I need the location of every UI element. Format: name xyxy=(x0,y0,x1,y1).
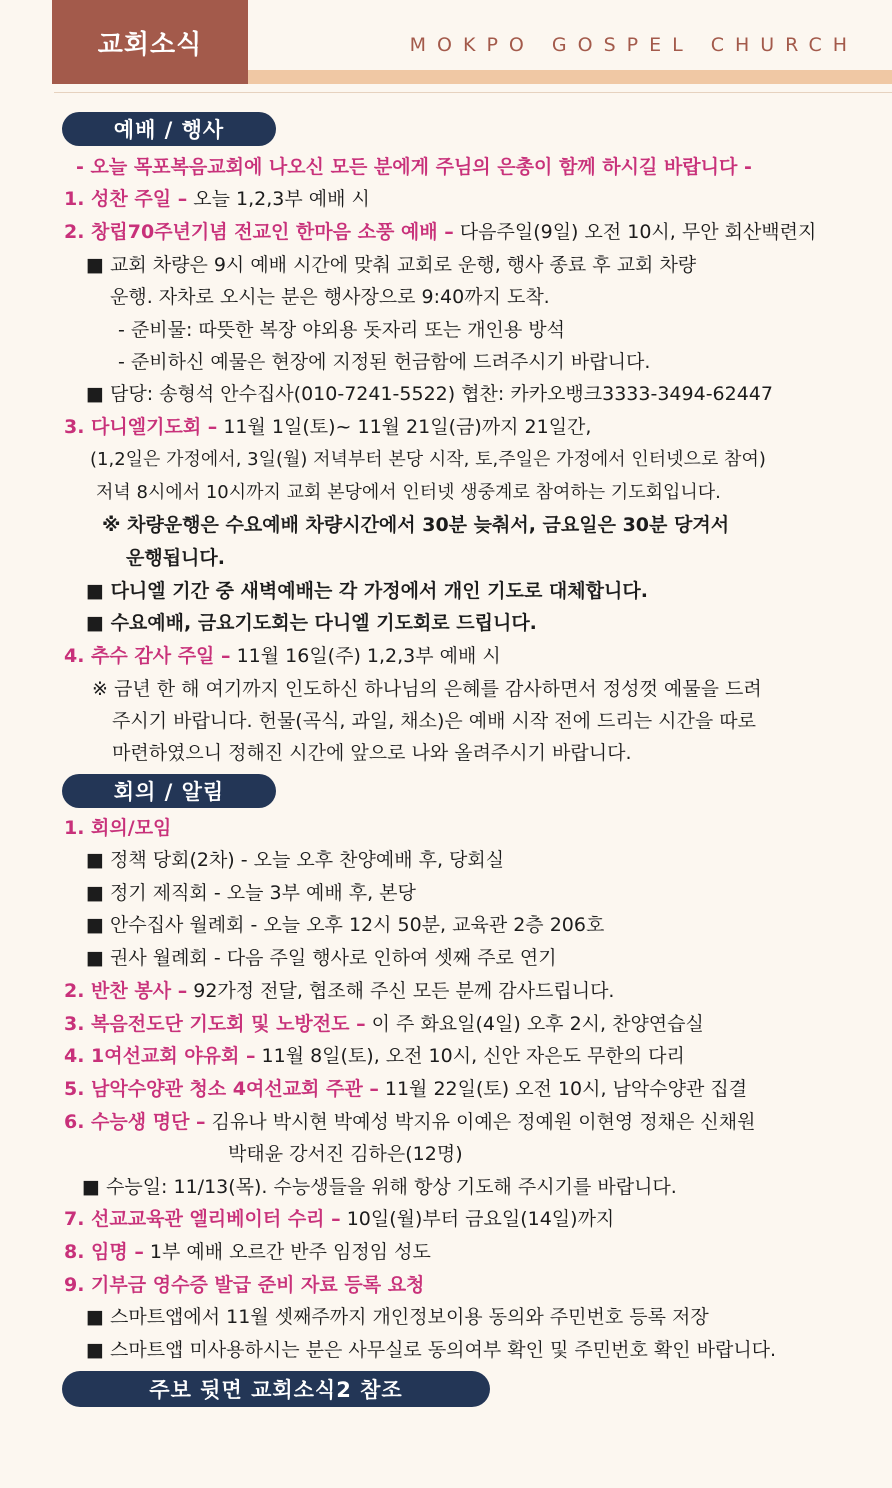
item-text: 11월 22일(토) 오전 10시, 남악수양관 집결 xyxy=(378,1078,748,1100)
notice-item-9: 9. 기부금 영수증 발급 준비 자료 등록 요청 xyxy=(64,1274,425,1296)
notice-item-1: 1. 회의/모임 xyxy=(64,817,172,839)
item-text: 92가정 전달, 협조해 주신 모든 분께 감사드립니다. xyxy=(187,980,615,1002)
worship-item-3-bullet-1: ■ 다니엘 기간 중 새벽예배는 각 가정에서 개인 기도로 대체합니다. xyxy=(86,580,648,602)
header-accent-bar xyxy=(248,70,892,84)
notice-item-8 xyxy=(64,1239,431,1265)
footer-banner-text: 주보 뒷면 교회소식2 참조 xyxy=(149,1378,403,1402)
notice-item-2 xyxy=(64,978,614,1004)
notice-item-3 xyxy=(64,1011,704,1037)
worship-item-3-line-3: 저녁 8시에서 10시까지 교회 본당에서 인터넷 생중계로 참여하는 기도회입니다. xyxy=(96,482,721,503)
notice-item-6-cont: 박태윤 강서진 김하은(12명) xyxy=(228,1143,463,1165)
header-divider xyxy=(54,92,892,93)
notice-item-4 xyxy=(64,1043,685,1069)
section-title-worship xyxy=(62,112,276,146)
worship-item-3-bullet-2: ■ 수요예배, 금요기도회는 다니엘 기도회로 드립니다. xyxy=(86,612,537,634)
worship-item-1 xyxy=(64,186,370,212)
item-text: 이 주 화요일(4일) 오후 2시, 찬양연습실 xyxy=(365,1013,704,1035)
item-text: 김유나 박시현 박예성 박지유 이예은 정예원 이현영 정채은 신채원 xyxy=(205,1111,756,1133)
worship-item-4-note-cont-1: 주시기 바랍니다. 헌물(곡식, 과일, 채소)은 예배 시작 전에 드리는 시간을 따로 xyxy=(112,710,756,732)
worship-item-2-sub-2: - 준비하신 예물은 현장에 지정된 헌금함에 드려주시기 바랍니다. xyxy=(118,351,651,373)
worship-item-2 xyxy=(64,219,816,245)
notice-item-1-bullet-4: ■ 권사 월례회 - 다음 주일 행사로 인하여 셋째 주로 연기 xyxy=(86,947,557,969)
worship-item-4 xyxy=(64,643,501,669)
section-title-text: 예배 / 행사 xyxy=(113,118,225,142)
item-text: 11월 8일(토), 오전 10시, 신안 자은도 무한의 다리 xyxy=(255,1045,685,1067)
worship-item-3-note: ※ 차량운행은 수요예배 차량시간에서 30분 늦춰서, 금요일은 30분 당겨서 xyxy=(102,514,730,536)
item-title: 5. 남악수양관 청소 4여선교회 주관 – xyxy=(64,1078,379,1100)
header-tab-label: 교회소식 xyxy=(97,29,203,60)
item-title: 6. 수능생 명단 – xyxy=(64,1111,206,1133)
worship-item-4-note-cont-2: 마련하였으니 정해진 시간에 앞으로 나와 올려주시기 바랍니다. xyxy=(112,742,632,764)
section-title-text: 회의 / 알림 xyxy=(113,780,225,804)
header-church-name: MOKPO GOSPEL CHURCH xyxy=(409,34,858,56)
greeting-text: - 오늘 목포복음교회에 나오신 모든 분에게 주님의 은총이 함께 하시길 바랍니다 - xyxy=(76,156,752,178)
notice-item-1-bullet-2: ■ 정기 제직회 - 오늘 3부 예배 후, 본당 xyxy=(86,882,416,904)
notice-item-9-bullet-1: ■ 스마트앱에서 11월 셋째주까지 개인정보이용 동의와 주민번호 등록 저장 xyxy=(86,1306,709,1328)
notice-item-1-bullet-1: ■ 정책 당회(2차) - 오늘 오후 찬양예배 후, 당회실 xyxy=(86,849,505,871)
item-title: 4. 1여선교회 야유회 – xyxy=(64,1045,256,1067)
section-title-meetings xyxy=(62,774,276,808)
notice-item-5 xyxy=(64,1076,747,1102)
worship-item-2-bullet-2: ■ 담당: 송형석 안수집사(010-7241-5522) 협찬: 카카오뱅크3333-3494-62447 xyxy=(86,383,773,405)
notice-item-7 xyxy=(64,1206,614,1232)
worship-item-2-bullet-1: ■ 교회 차량은 9시 예배 시간에 맞춰 교회로 운행, 행사 종료 후 교회 차량 xyxy=(86,254,697,276)
notice-item-6 xyxy=(64,1109,755,1135)
worship-item-2-sub-1: - 준비물: 따뜻한 복장 야외용 돗자리 또는 개인용 방석 xyxy=(118,319,566,341)
item-text: 1부 예배 오르간 반주 임정임 성도 xyxy=(143,1241,431,1263)
worship-item-4-note: ※ 금년 한 해 여기까지 인도하신 하나님의 은혜를 감사하면서 정성껏 예물을 드려 xyxy=(92,678,762,700)
notice-item-1-bullet-3: ■ 안수집사 월례회 - 오늘 오후 12시 50분, 교육관 2층 206호 xyxy=(86,914,605,936)
item-text: 11월 16일(주) 1,2,3부 예배 시 xyxy=(230,645,501,667)
item-title: 8. 임명 – xyxy=(64,1241,144,1263)
worship-item-2-bullet-1-cont: 운행. 자차로 오시는 분은 행사장으로 9:40까지 도착. xyxy=(110,286,550,308)
item-text: 오늘 1,2,3부 예배 시 xyxy=(187,188,370,210)
worship-item-3 xyxy=(64,414,591,440)
item-title: 7. 선교교육관 엘리베이터 수리 – xyxy=(64,1208,341,1230)
item-title: 2. 창립70주년기념 전교인 한마음 소풍 예배 – xyxy=(64,221,454,243)
item-text: 다음주일(9일) 오전 10시, 무안 회산백련지 xyxy=(453,221,817,243)
item-title: 1. 성찬 주일 – xyxy=(64,188,188,210)
item-title: 3. 복음전도단 기도회 및 노방전도 – xyxy=(64,1013,366,1035)
footer-banner xyxy=(62,1371,490,1407)
notice-item-9-bullet-2: ■ 스마트앱 미사용하시는 분은 사무실로 동의여부 확인 및 주민번호 확인 바랍니다. xyxy=(86,1339,777,1361)
worship-item-3-line-2: (1,2일은 가정에서, 3일(월) 저녁부터 본당 시작, 토,주일은 가정에서 인터넷으로 참여) xyxy=(90,449,766,470)
notice-item-6-bullet: ■ 수능일: 11/13(목). 수능생들을 위해 항상 기도해 주시기를 바랍니다. xyxy=(82,1176,677,1198)
item-title: 2. 반찬 봉사 – xyxy=(64,980,188,1002)
header-tab xyxy=(52,0,248,84)
item-text: 11월 1일(토)~ 11월 21일(금)까지 21일간, xyxy=(217,416,592,438)
item-title: 3. 다니엘기도회 – xyxy=(64,416,218,438)
item-text: 10일(월)부터 금요일(14일)까지 xyxy=(340,1208,615,1230)
item-title: 4. 추수 감사 주일 – xyxy=(64,645,231,667)
worship-item-3-note-cont: 운행됩니다. xyxy=(126,547,225,569)
